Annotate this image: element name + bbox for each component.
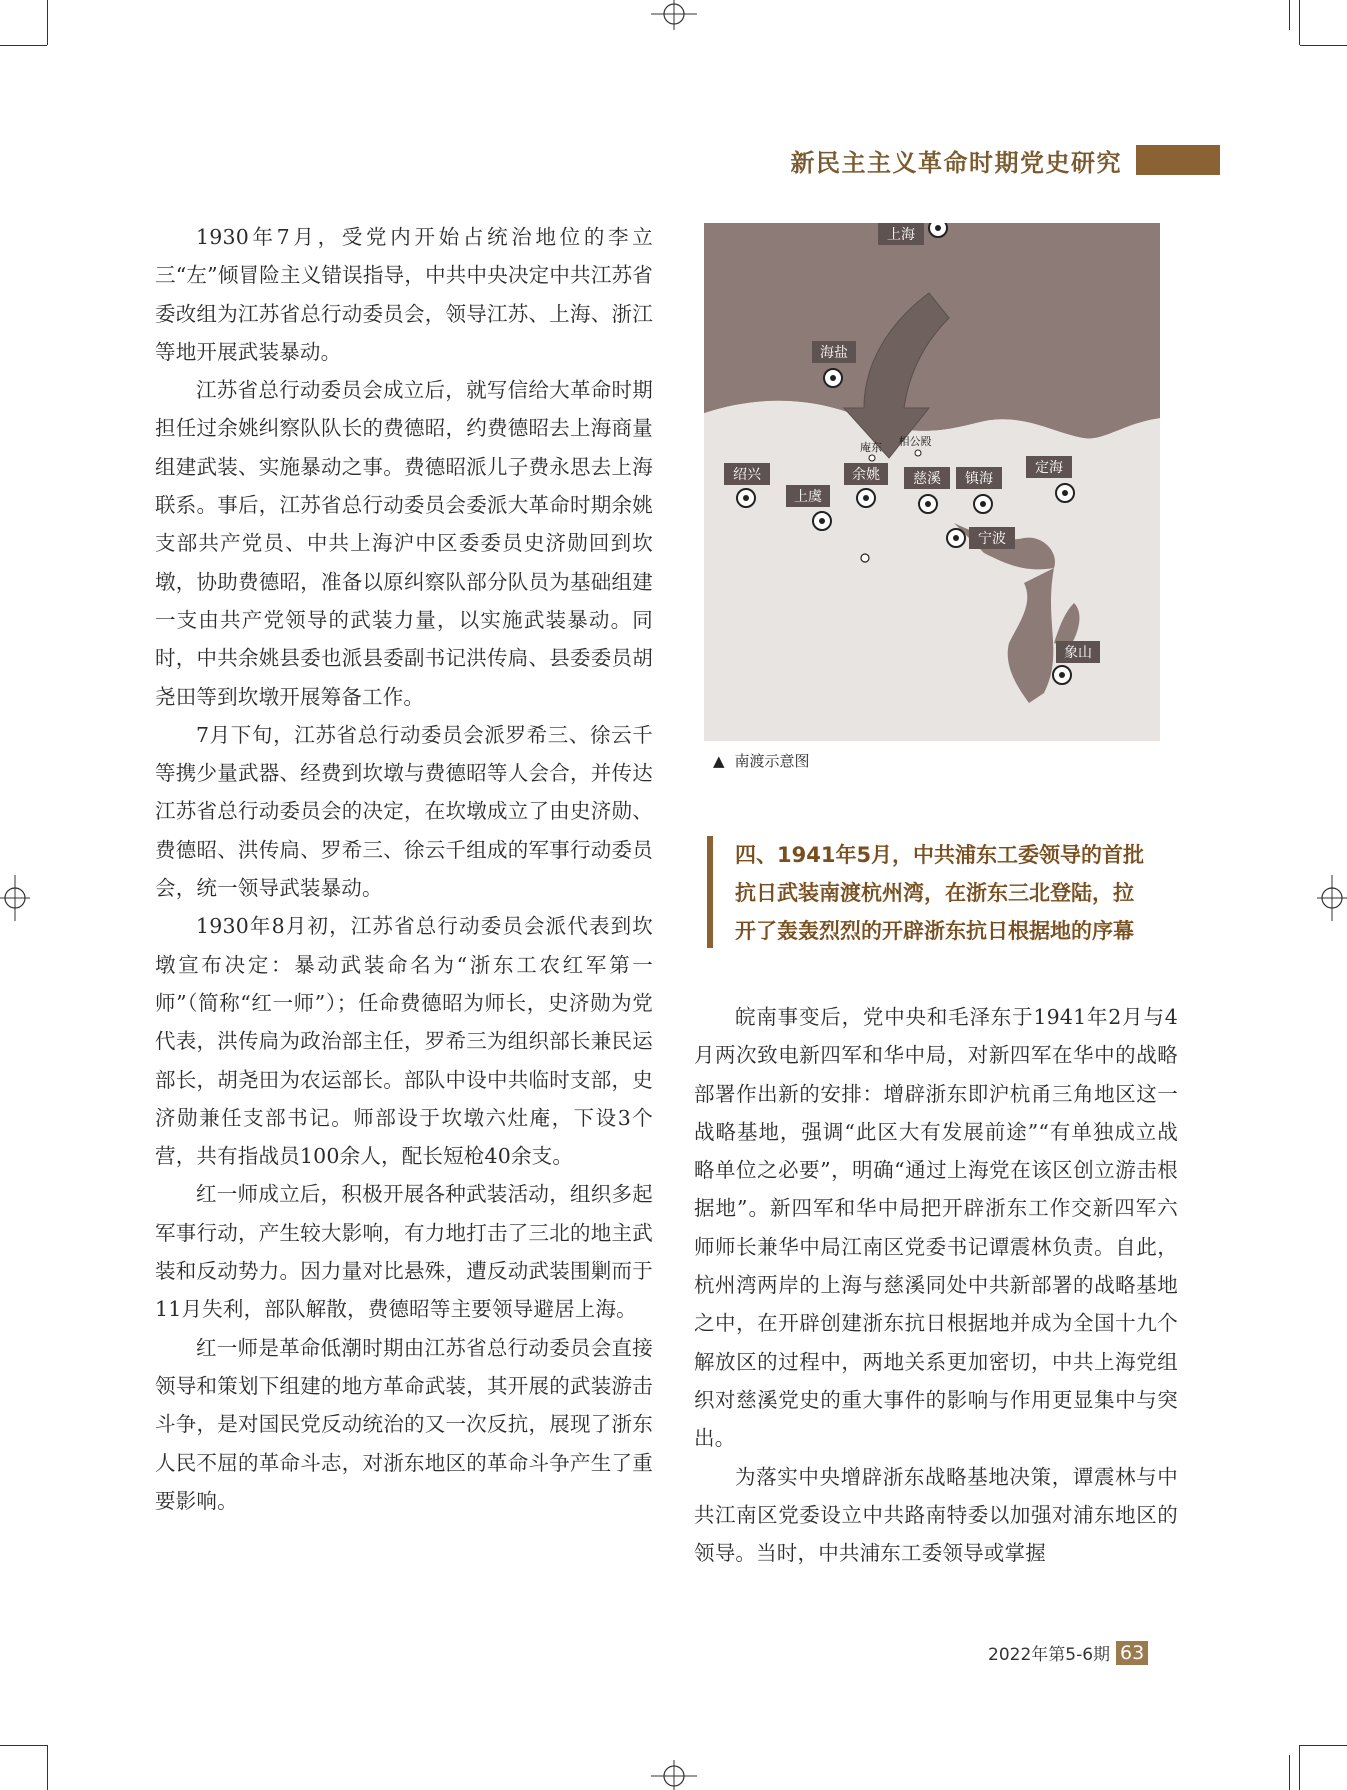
page-number: 63 [1116, 1641, 1148, 1665]
crop-mark [47, 1745, 48, 1790]
paragraph: 皖南事变后，党中央和毛泽东于1941年2月与4月两次致电新四军和华中局，对新四军在华中的战略部署作出新的安排：增辟浙东即沪杭甬三角地区这一战略基地，强调“此区大有发展前途”“有单独成立战略单位之必要”，明确“通过上海党在该区创立游击根据地”。新四军和华中局把开辟浙东工作交新四军六师师长兼华中局江南区党委书记谭震林负责。自此，杭州湾两岸的上海与慈溪同处中共新部署的战略基地之中，在开辟创建浙东抗日根据地并成为全国十九个解放区的过程中，两地关系更加密切，中共上海党组织对慈溪党史的重大事件的影响与作用更显集中与突出。 [694, 1005, 1178, 1451]
section-heading [707, 836, 1205, 948]
paragraph: 红一师是革命低潮时期由江苏省总行动委员会直接领导和策划下组建的地方革命武装，其开展的武装游击斗争，是对国民党反动统治的又一次反抗，展现了浙东人民不屈的革命斗志，对浙东地区的革命斗争产生了重要影响。 [155, 1335, 653, 1513]
svg-text:绍兴: 绍兴 [733, 467, 761, 483]
running-head [791, 145, 1221, 175]
paragraph: 为落实中央增辟浙东战略基地决策，谭震林与中共江南区党委设立中共路南特委以加强对浦东地区的领导。当时，中共浦东工委领导或掌握 [694, 1464, 1178, 1566]
svg-text:海盐: 海盐 [820, 345, 848, 361]
crop-mark [1300, 45, 1347, 46]
running-head-bar [1136, 145, 1220, 175]
triangle-icon: ▲ [713, 752, 725, 770]
crop-mark [1299, 0, 1300, 45]
paragraph: 红一师成立后，积极开展各种武装活动，组织多起军事行动，产生较大影响，有力地打击了三北的地主武装和反动势力。因力量对比悬殊，遭反动武装围剿而于11月失利，部队解散，费德昭等主要领导避居上海。 [155, 1182, 653, 1322]
registration-mark-icon [651, 0, 697, 30]
crop-mark [1289, 0, 1290, 30]
svg-text:镇海: 镇海 [965, 471, 993, 487]
map-place-ningbo [947, 527, 1015, 549]
svg-text:上虞: 上虞 [794, 489, 822, 505]
svg-text:相公殿: 相公殿 [898, 435, 932, 448]
svg-text:庵东: 庵东 [860, 441, 882, 454]
svg-text:宁波: 宁波 [978, 531, 1006, 547]
section-heading-line: 四、1941年5月，中共浦东工委领导的首批 [735, 843, 1145, 867]
map-caption-text: 南渡示意图 [734, 752, 810, 770]
crop-mark [1300, 1745, 1347, 1746]
registration-mark-icon [651, 1760, 697, 1790]
svg-text:余姚: 余姚 [852, 467, 880, 483]
crop-mark [47, 0, 48, 45]
running-head-title: 新民主主义革命时期党史研究 [790, 148, 1122, 177]
paragraph: 1930年7月，受党内开始占统治地位的李立三“左”倾冒险主义错误指导，中共中央决定中共江苏省委改组为江苏省总行动委员会，领导江苏、上海、浙江等地开展武装暴动。 [155, 225, 653, 364]
crop-mark [1289, 1755, 1290, 1790]
crop-mark [0, 1745, 47, 1746]
registration-mark-icon [0, 875, 30, 921]
paragraph: 1930年8月初，江苏省总行动委员会派代表到坎墩宣布决定：暴动武装命名为“浙东工农红军第一师”（简称“红一师”）；任命费德昭为师长，史济勋为党代表，洪传扃为政治部主任，罗希三为组织部长兼民运部长，胡尧田为农运部长。部队中设中共临时支部，史济勋兼任支部书记。师部设于坎墩六灶庵，下设3个营，共有指战员100余人，配长短枪40余支。 [155, 914, 653, 1169]
right-column [694, 998, 1178, 1572]
section-heading-line: 抗日武装南渡杭州湾，在浙东三北登陆，拉 [735, 881, 1134, 905]
svg-text:上海: 上海 [887, 227, 915, 243]
issue-label: 2022年第5-6期 [988, 1645, 1111, 1665]
paragraph: 江苏省总行动委员会成立后，就写信给大革命时期担任过余姚纠察队队长的费德昭，约费德昭去上海商量组建武装、实施暴动之事。费德昭派儿子费永思去上海联系。事后，江苏省总行动委员会委派大革命时期余姚支部共产党员、中共上海沪中区委委员史济勋回到坎墩，协助费德昭，准备以原纠察队部分队员为基础组建一支由共产党领导的武装力量，以实施武装暴动。同时，中共余姚县委也派县委副书记洪传扃、县委委员胡尧田等到坎墩开展筹备工作。 [155, 378, 653, 709]
map-caption [713, 750, 810, 771]
crossing-map [704, 223, 1160, 741]
svg-text:慈溪: 慈溪 [913, 471, 941, 487]
folio [988, 1640, 1148, 1665]
section-heading-line: 开了轰轰烈烈的开辟浙东抗日根据地的序幕 [735, 919, 1134, 943]
svg-text:象山: 象山 [1064, 645, 1092, 661]
paragraph: 7月下旬，江苏省总行动委员会派罗希三、徐云千等携少量武器、经费到坎墩与费德昭等人会合，并传达江苏省总行动委员会的决定，在坎墩成立了由史济勋、费德昭、洪传扃、罗希三、徐云千组成的军事行动委员会，统一领导武装暴动。 [155, 722, 653, 901]
left-column [155, 218, 653, 1520]
map-place-unlabeled [861, 554, 869, 562]
registration-mark-icon [1317, 875, 1347, 921]
crop-mark [0, 45, 47, 46]
svg-text:定海: 定海 [1035, 460, 1063, 476]
crop-mark [1299, 1745, 1300, 1790]
